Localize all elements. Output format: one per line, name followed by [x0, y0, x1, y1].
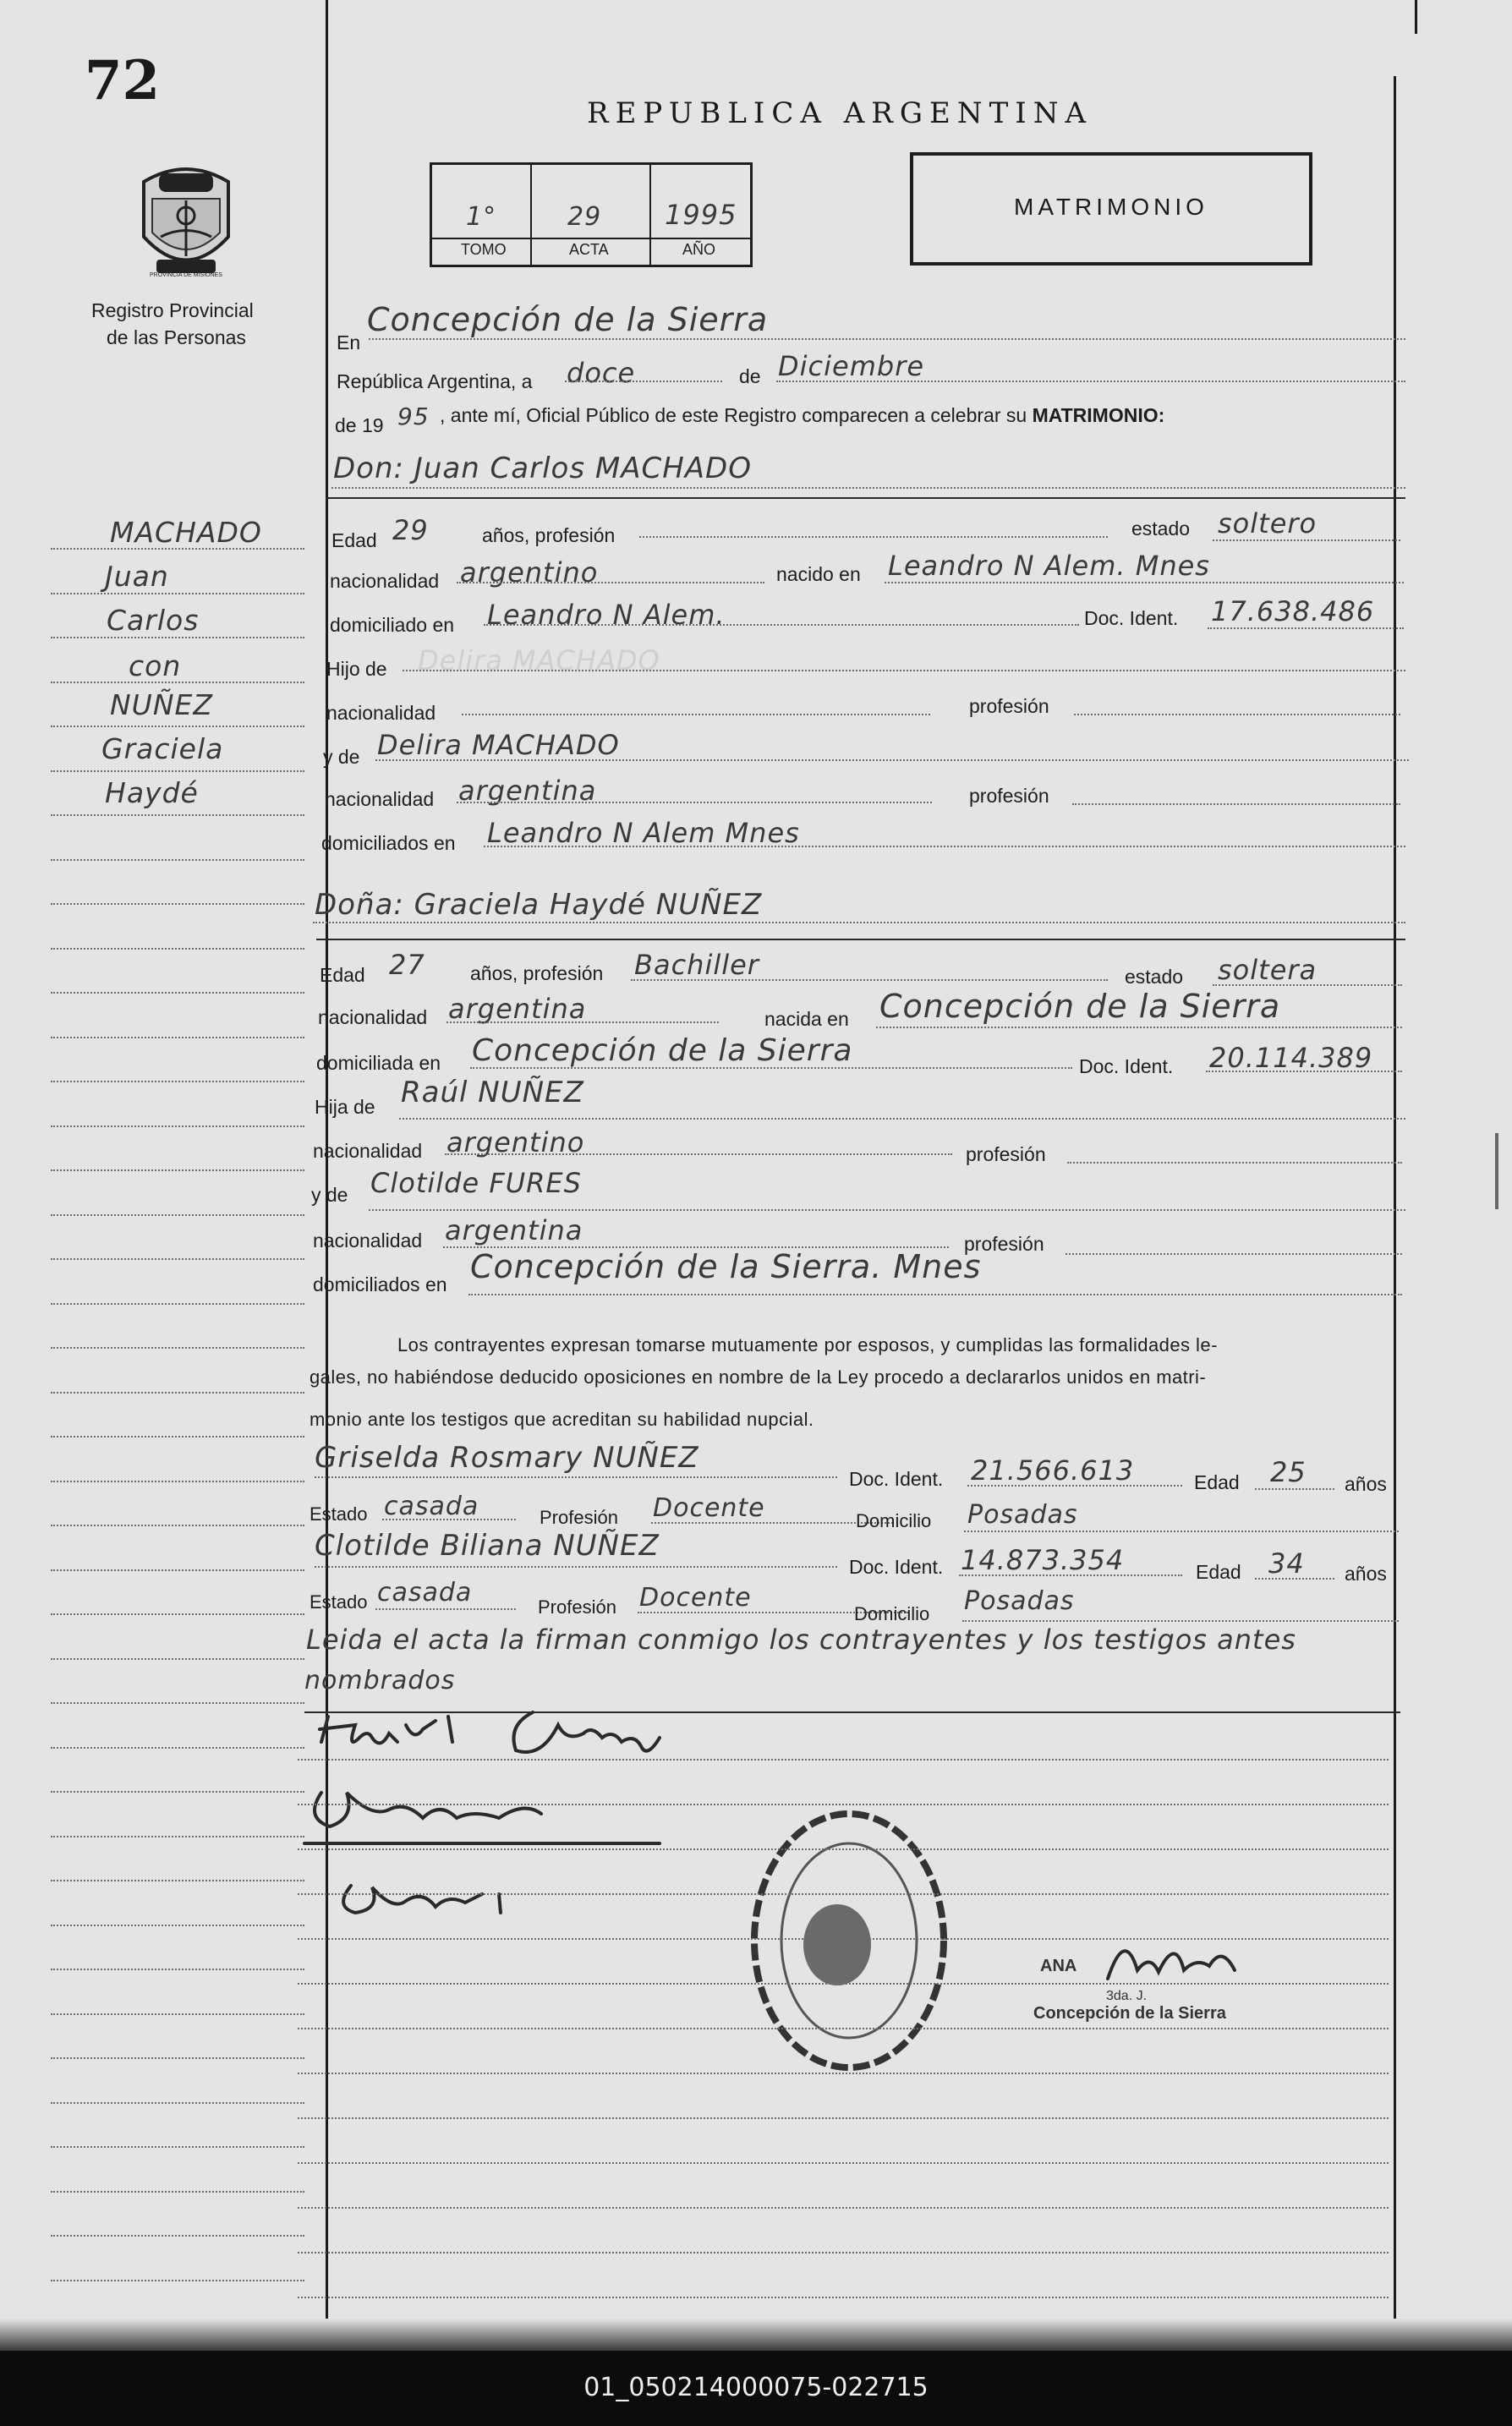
bride-padre: Raúl NUÑEZ: [401, 1076, 584, 1109]
witness-2-edad-label: Edad: [1196, 1561, 1241, 1583]
witness-2-dom-label: Domicilio: [854, 1603, 930, 1624]
blank-rule: [298, 1893, 1389, 1895]
official-line-1: ANA: [1040, 1957, 1077, 1975]
margin-rule: [51, 726, 304, 727]
tomo-label: TOMO: [461, 241, 507, 258]
witness-2-name: Clotilde Biliana NUÑEZ: [315, 1529, 660, 1563]
bride-prof3-label: profesión: [964, 1233, 1044, 1255]
margin-rule: [51, 1569, 304, 1571]
groom-nac3-label: nacionalidad: [325, 788, 435, 810]
groom-doms-label: domiciliados en: [321, 832, 456, 854]
official-block: [1033, 1919, 1287, 2021]
official-stamp: [744, 1801, 956, 2080]
bride-prof2-label: profesión: [966, 1143, 1046, 1165]
witness-2-profesion: Docente: [639, 1583, 752, 1613]
blank-rule: [298, 2252, 1389, 2253]
bride-dom-label: domiciliada en: [316, 1052, 441, 1074]
official-line-2: 3da. J.: [1106, 1989, 1148, 2003]
bottom-shadow: [0, 2319, 1512, 2351]
bride-anos-label: años, profesión: [470, 962, 604, 984]
ano-value: 1995: [665, 199, 737, 231]
margin-rule: [51, 1081, 304, 1082]
groom-edad: 29: [392, 514, 429, 546]
margin-rule: [51, 2146, 304, 2148]
witness-2-prof-label: Profesión: [538, 1596, 616, 1618]
margin-rule: [51, 1347, 304, 1349]
bride-domicilio: Concepción de la Sierra: [472, 1033, 853, 1068]
groom-hijo-label: Hijo de: [326, 658, 387, 680]
margin-rule: [51, 1525, 304, 1526]
groom-yde-label: y de: [323, 746, 360, 768]
blank-rule: [298, 2207, 1389, 2209]
groom-edad-label: Edad: [331, 529, 377, 551]
margin-rule: [51, 1481, 304, 1482]
margin-name-2: Juan: [105, 560, 169, 593]
margin-rule: [51, 770, 304, 772]
signature-area: [288, 1691, 761, 1945]
record-type: MATRIMONIO: [1014, 194, 1208, 220]
bride-padre-nac: argentino: [446, 1126, 585, 1158]
margin-rule: [51, 637, 304, 638]
margin-rule: [51, 548, 304, 550]
bride-doc-label: Doc. Ident.: [1079, 1055, 1174, 1077]
tomo-acta-ano-box: [430, 162, 753, 267]
margin-rule: [51, 1658, 304, 1660]
bride-padres-dom: Concepción de la Sierra. Mnes: [470, 1248, 982, 1285]
blank-rule: [298, 1983, 1389, 1985]
groom-madre: Delira MACHADO: [377, 729, 620, 761]
witness-1-name: Griselda Rosmary NUÑEZ: [315, 1441, 699, 1475]
witness-1-profesion: Docente: [653, 1493, 765, 1523]
registry-name: Registro Provincial: [91, 299, 254, 321]
groom-doc-label: Doc. Ident.: [1084, 607, 1179, 629]
bride-nac2-label: nacionalidad: [313, 1140, 423, 1162]
margin-rule: [51, 1258, 304, 1260]
witness-2-doc-label: Doc. Ident.: [849, 1556, 944, 1578]
image-id-bar: [0, 2351, 1512, 2426]
groom-nacionalidad: argentino: [460, 556, 599, 589]
bride-estado-label: estado: [1125, 966, 1184, 988]
record-type-box: [910, 152, 1312, 266]
margin-name-4: con: [129, 649, 182, 682]
closing-line-2: nombrados: [304, 1666, 456, 1695]
bride-edad-label: Edad: [320, 964, 365, 986]
margin-rule: [51, 1303, 304, 1305]
witness-1-estado-label: Estado: [310, 1503, 368, 1525]
margin-rule: [51, 2102, 304, 2104]
country-title: REPUBLICA ARGENTINA: [587, 96, 1093, 130]
margin-rule: [51, 1169, 304, 1171]
margin-rule: [51, 814, 304, 816]
acta-value: 29: [567, 202, 602, 232]
margin-rule: [51, 2280, 304, 2281]
witness-2-estado: casada: [377, 1578, 473, 1607]
bride-doc: 20.114.389: [1209, 1042, 1373, 1074]
blank-rule: [298, 2073, 1389, 2074]
groom-nac-label: nacionalidad: [330, 570, 440, 592]
blank-rule: [298, 2297, 1389, 2298]
groom-doc: 17.638.486: [1211, 595, 1375, 627]
margin-rule: [51, 593, 304, 594]
acta-label: ACTA: [569, 241, 609, 258]
province-seal-icon: [127, 156, 245, 283]
bride-nacionalidad: argentina: [448, 993, 587, 1025]
bride-nac3-label: nacionalidad: [313, 1229, 423, 1251]
closing-line-1: Leida el acta la firman conmigo los contrayentes y los testigos antes: [306, 1624, 1296, 1656]
de-label: de: [739, 365, 761, 387]
month: Diciembre: [778, 350, 925, 382]
groom-nac2-label: nacionalidad: [326, 702, 436, 724]
bride-madre: Clotilde FURES: [370, 1167, 582, 1199]
margin-rule: [51, 1037, 304, 1038]
margin-rule: [51, 1969, 304, 1970]
bride-doms-label: domiciliados en: [313, 1273, 447, 1295]
groom-domicilio: Leandro N Alem.: [487, 599, 726, 631]
blank-rule: [298, 1848, 1389, 1850]
blank-rule: [298, 2117, 1389, 2119]
witness-2-domicilio: Posadas: [964, 1586, 1075, 1616]
blank-rule: [298, 1938, 1389, 1940]
seal-label: PROVINCIA DE MISIONES: [150, 272, 222, 278]
de19-label: de 19: [335, 414, 384, 436]
witness-1-estado: casada: [384, 1492, 479, 1521]
groom-name: Don: Juan Carlos MACHADO: [333, 452, 752, 485]
declaration-line-1: Los contrayentes expresan tomarse mutuamente por esposos, y cumplidas las formalidades le-: [397, 1334, 1218, 1355]
margin-rule: [51, 1214, 304, 1216]
declaration-line-2: gales, no habiéndose deducido oposiciones en nombre de la Ley procedo a declararlos unidos en matri-: [310, 1366, 1207, 1388]
bride-name: Doña: Graciela Haydé NUÑEZ: [315, 888, 763, 922]
witness-1-prof-label: Profesión: [540, 1507, 618, 1528]
margin-rule: [51, 1925, 304, 1926]
margin-rule: [51, 2235, 304, 2237]
margin-rule: [51, 1436, 304, 1438]
image-id: 01_050214000075-022715: [583, 2373, 929, 2402]
official-line-3: Concepción de la Sierra: [1033, 2004, 1226, 2023]
margin-name-5: NUÑEZ: [110, 688, 213, 721]
witness-2-estado-label: Estado: [310, 1591, 368, 1613]
declaration-line-3: monio ante los testigos que acreditan su habilidad nupcial.: [310, 1409, 814, 1430]
right-border: [1394, 76, 1396, 2334]
margin-rule: [51, 1702, 304, 1704]
blank-rule: [298, 2162, 1389, 2164]
day: doce: [567, 357, 636, 389]
groom-estado: soltero: [1218, 507, 1318, 539]
groom-anos-label: años, profesión: [482, 524, 616, 546]
blank-rule: [298, 1804, 1389, 1805]
groom-prof2-label: profesión: [969, 695, 1049, 717]
bride-edad: 27: [389, 949, 425, 981]
tomo-value: 1°: [466, 202, 497, 232]
witness-2-edad: 34: [1268, 1547, 1305, 1580]
witness-2-anos: años: [1345, 1563, 1387, 1585]
margin-name-7: Haydé: [105, 776, 199, 809]
bride-nacida-label: nacida en: [764, 1008, 849, 1030]
margin-name-6: Graciela: [101, 732, 224, 765]
ano-label: AÑO: [682, 241, 716, 258]
margin-rule: [51, 2057, 304, 2059]
top-right-tick: [1415, 0, 1417, 34]
witness-1-anos: años: [1345, 1473, 1387, 1495]
year: 95: [397, 403, 430, 430]
margin-rule: [51, 859, 304, 861]
groom-padres-dom: Leandro N Alem Mnes: [487, 817, 800, 849]
en-label: En: [337, 331, 361, 353]
bride-nacida: Concepción de la Sierra: [879, 988, 1281, 1025]
right-edge-mark: [1495, 1133, 1498, 1209]
bride-madre-nac: argentina: [445, 1214, 583, 1246]
groom-nacido-label: nacido en: [776, 563, 861, 585]
republica-label: República Argentina, a: [337, 370, 533, 392]
witness-1-doc-label: Doc. Ident.: [849, 1468, 944, 1490]
witness-2-doc: 14.873.354: [961, 1544, 1125, 1576]
bride-nac-label: nacionalidad: [318, 1006, 428, 1028]
groom-prof3-label: profesión: [969, 785, 1049, 807]
margin-name-3: Carlos: [107, 604, 200, 637]
witness-1-domicilio: Posadas: [967, 1500, 1078, 1530]
blank-rule: [298, 2028, 1389, 2029]
margin-rule: [51, 2191, 304, 2193]
bride-profesion: Bachiller: [634, 949, 759, 981]
margin-rule: [51, 682, 304, 683]
margin-rule: [51, 1880, 304, 1881]
margin-rule: [51, 992, 304, 994]
margin-rule: [51, 1613, 304, 1615]
groom-madre-nac: argentina: [458, 775, 597, 807]
blank-rule: [298, 1759, 1389, 1761]
intro-text: , ante mí, Oficial Público de este Registro comparecen a celebrar su MATRIMONIO:: [440, 404, 1165, 426]
groom-estado-label: estado: [1131, 518, 1191, 539]
witness-1-doc: 21.566.613: [971, 1454, 1135, 1487]
witness-1-dom-label: Domicilio: [856, 1510, 932, 1531]
margin-rule: [51, 1747, 304, 1749]
page-number: 72: [85, 49, 161, 112]
margin-rule: [51, 903, 304, 905]
groom-padre: Delira MACHADO: [418, 644, 660, 676]
bride-estado: soltera: [1218, 954, 1318, 986]
place: Concepción de la Sierra: [367, 301, 769, 338]
margin-rule: [51, 948, 304, 950]
bride-yde-label: y de: [311, 1184, 348, 1206]
margin-rule: [51, 2013, 304, 2015]
margin-rule: [51, 1836, 304, 1837]
margin-rule: [51, 1392, 304, 1394]
witness-1-edad: 25: [1270, 1456, 1307, 1488]
witness-1-edad-label: Edad: [1194, 1471, 1240, 1493]
margin-rule: [51, 1791, 304, 1793]
registry-name-2: de las Personas: [107, 326, 246, 348]
margin-name-1: MACHADO: [110, 516, 262, 549]
groom-nacido: Leandro N Alem. Mnes: [888, 550, 1210, 582]
margin-rule: [51, 1125, 304, 1127]
bride-hija-label: Hija de: [315, 1096, 375, 1118]
groom-dom-label: domiciliado en: [330, 614, 455, 636]
